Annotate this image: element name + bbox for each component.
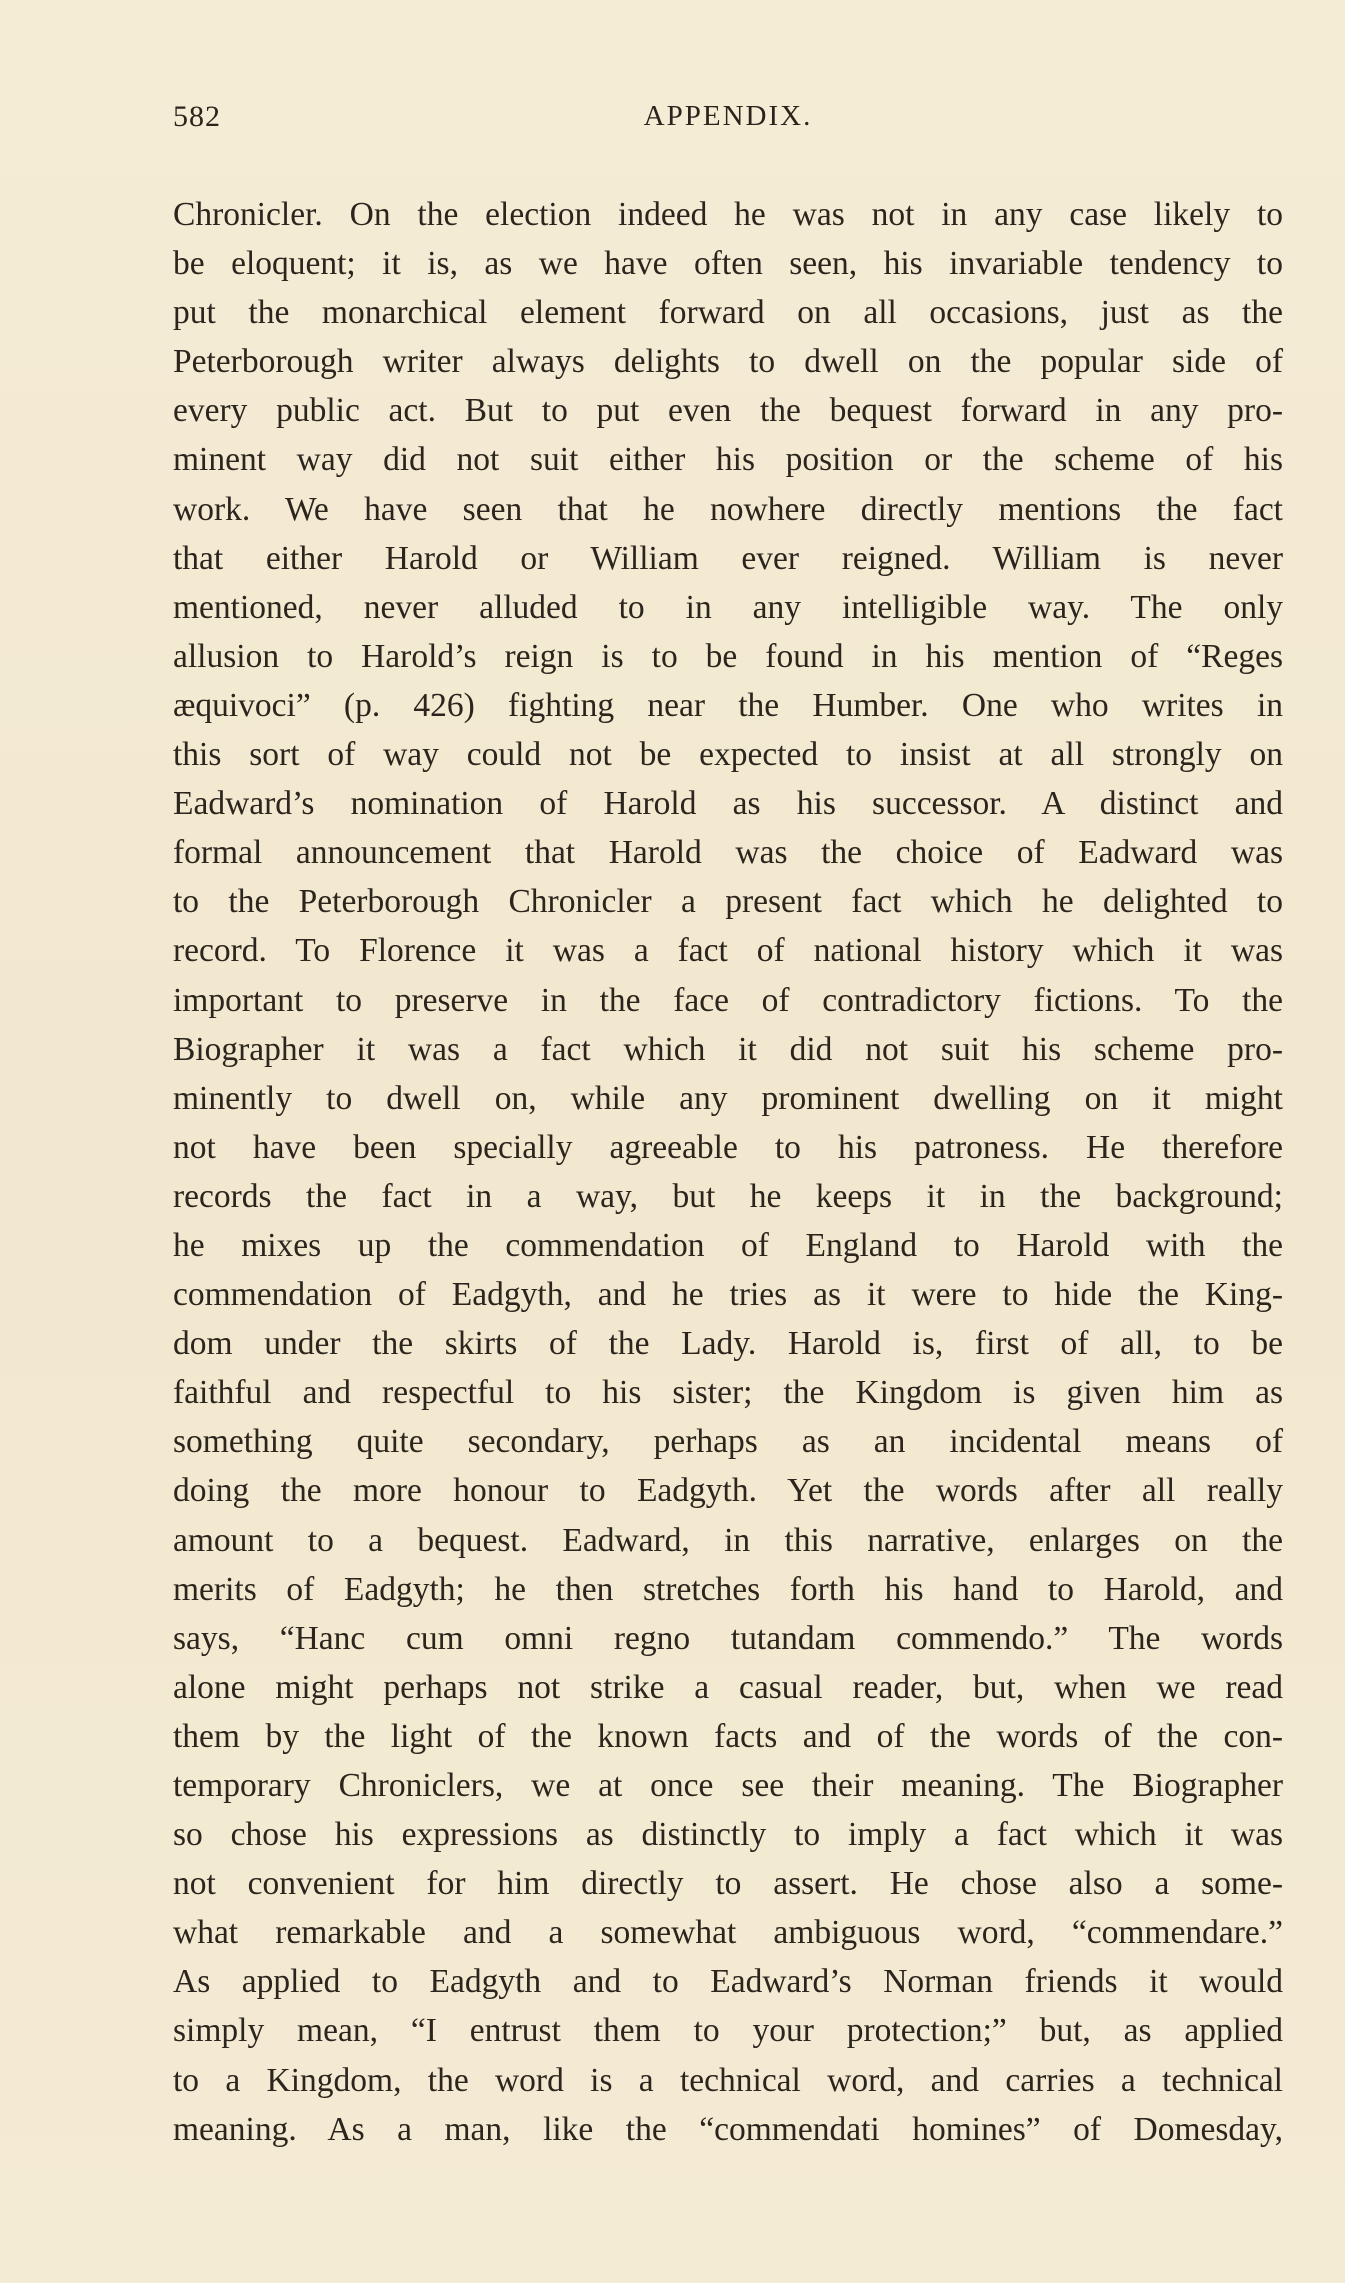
text-line: not have been specially agreeable to his patroness. He therefore — [173, 1128, 1283, 1166]
text-line: put the monarchical element forward on all occasions, just as the — [173, 294, 1283, 332]
text-line: commendation of Eadgyth, and he tries as it were to hide the King- — [173, 1276, 1283, 1314]
text-line: amount to a bequest. Eadward, in this narrative, enlarges on the — [173, 1521, 1283, 1559]
text-line: formal announcement that Harold was the choice of Eadward was — [173, 834, 1283, 872]
text-line: meaning. As a man, like the “commendati homines” of Domesday, — [173, 2110, 1283, 2148]
text-line: Peterborough writer always delights to dwell on the popular side of — [173, 343, 1283, 381]
text-line: what remarkable and a somewhat ambiguous word, “commendare.” — [173, 1914, 1283, 1952]
text-line: not convenient for him directly to assert. He chose also a some- — [173, 1865, 1283, 1903]
text-line: Chronicler. On the election indeed he was not in any case likely to — [173, 196, 1283, 233]
text-line: to the Peterborough Chronicler a present fact which he delighted to — [173, 883, 1283, 921]
page-header — [173, 100, 1283, 150]
text-line: mentioned, never alluded to in any intelligible way. The only — [173, 588, 1283, 626]
text-line: every public act. But to put even the bequest forward in any pro- — [173, 392, 1283, 430]
text-line: minent way did not suit either his position or the scheme of his — [173, 441, 1283, 479]
text-line: something quite secondary, perhaps as an incidental means of — [173, 1423, 1283, 1461]
page-number: 582 — [173, 100, 221, 133]
text-line: temporary Chroniclers, we at once see their meaning. The Biographer — [173, 1767, 1283, 1804]
text-line: Biographer it was a fact which it did not suit his scheme pro- — [173, 1030, 1283, 1068]
text-line: important to preserve in the face of contradictory fictions. To the — [173, 981, 1283, 1019]
running-head: APPENDIX. — [643, 100, 813, 132]
body-text — [173, 190, 1283, 2154]
text-line: allusion to Harold’s reign is to be found in his mention of “Reges — [173, 637, 1283, 675]
text-line: he mixes up the commendation of England to Harold with the — [173, 1226, 1283, 1264]
text-line: record. To Florence it was a fact of national history which it was — [173, 932, 1283, 970]
text-line: work. We have seen that he nowhere directly mentions the fact — [173, 490, 1283, 528]
text-line: so chose his expressions as distinctly to imply a fact which it was — [173, 1816, 1283, 1854]
text-line: this sort of way could not be expected to insist at all strongly on — [173, 736, 1283, 774]
text-line: doing the more honour to Eadgyth. Yet the words after all really — [173, 1472, 1283, 1510]
text-line: faithful and respectful to his sister; the Kingdom is given him as — [173, 1374, 1283, 1412]
text-line: As applied to Eadgyth and to Eadward’s Norman friends it would — [173, 1963, 1283, 2001]
text-line: them by the light of the known facts and of the words of the con- — [173, 1717, 1283, 1755]
text-line: simply mean, “I entrust them to your protection;” but, as applied — [173, 2012, 1283, 2050]
text-line: to a Kingdom, the word is a technical word, and carries a technical — [173, 2061, 1283, 2099]
text-line: æquivoci” (p. 426) fighting near the Humber. One who writes in — [173, 686, 1283, 724]
text-line: be eloquent; it is, as we have often seen, his invariable tendency to — [173, 245, 1283, 283]
text-line: merits of Eadgyth; he then stretches forth his hand to Harold, and — [173, 1570, 1283, 1608]
text-line: says, “Hanc cum omni regno tutandam commendo.” The words — [173, 1619, 1283, 1657]
text-line: that either Harold or William ever reigned. William is never — [173, 539, 1283, 577]
text-line: alone might perhaps not strike a casual reader, but, when we read — [173, 1668, 1283, 1706]
text-line: Eadward’s nomination of Harold as his successor. A distinct and — [173, 785, 1283, 823]
text-line: records the fact in a way, but he keeps it in the background; — [173, 1177, 1283, 1215]
text-line: dom under the skirts of the Lady. Harold is, first of all, to be — [173, 1325, 1283, 1363]
text-line: minently to dwell on, while any prominent dwelling on it might — [173, 1079, 1283, 1117]
